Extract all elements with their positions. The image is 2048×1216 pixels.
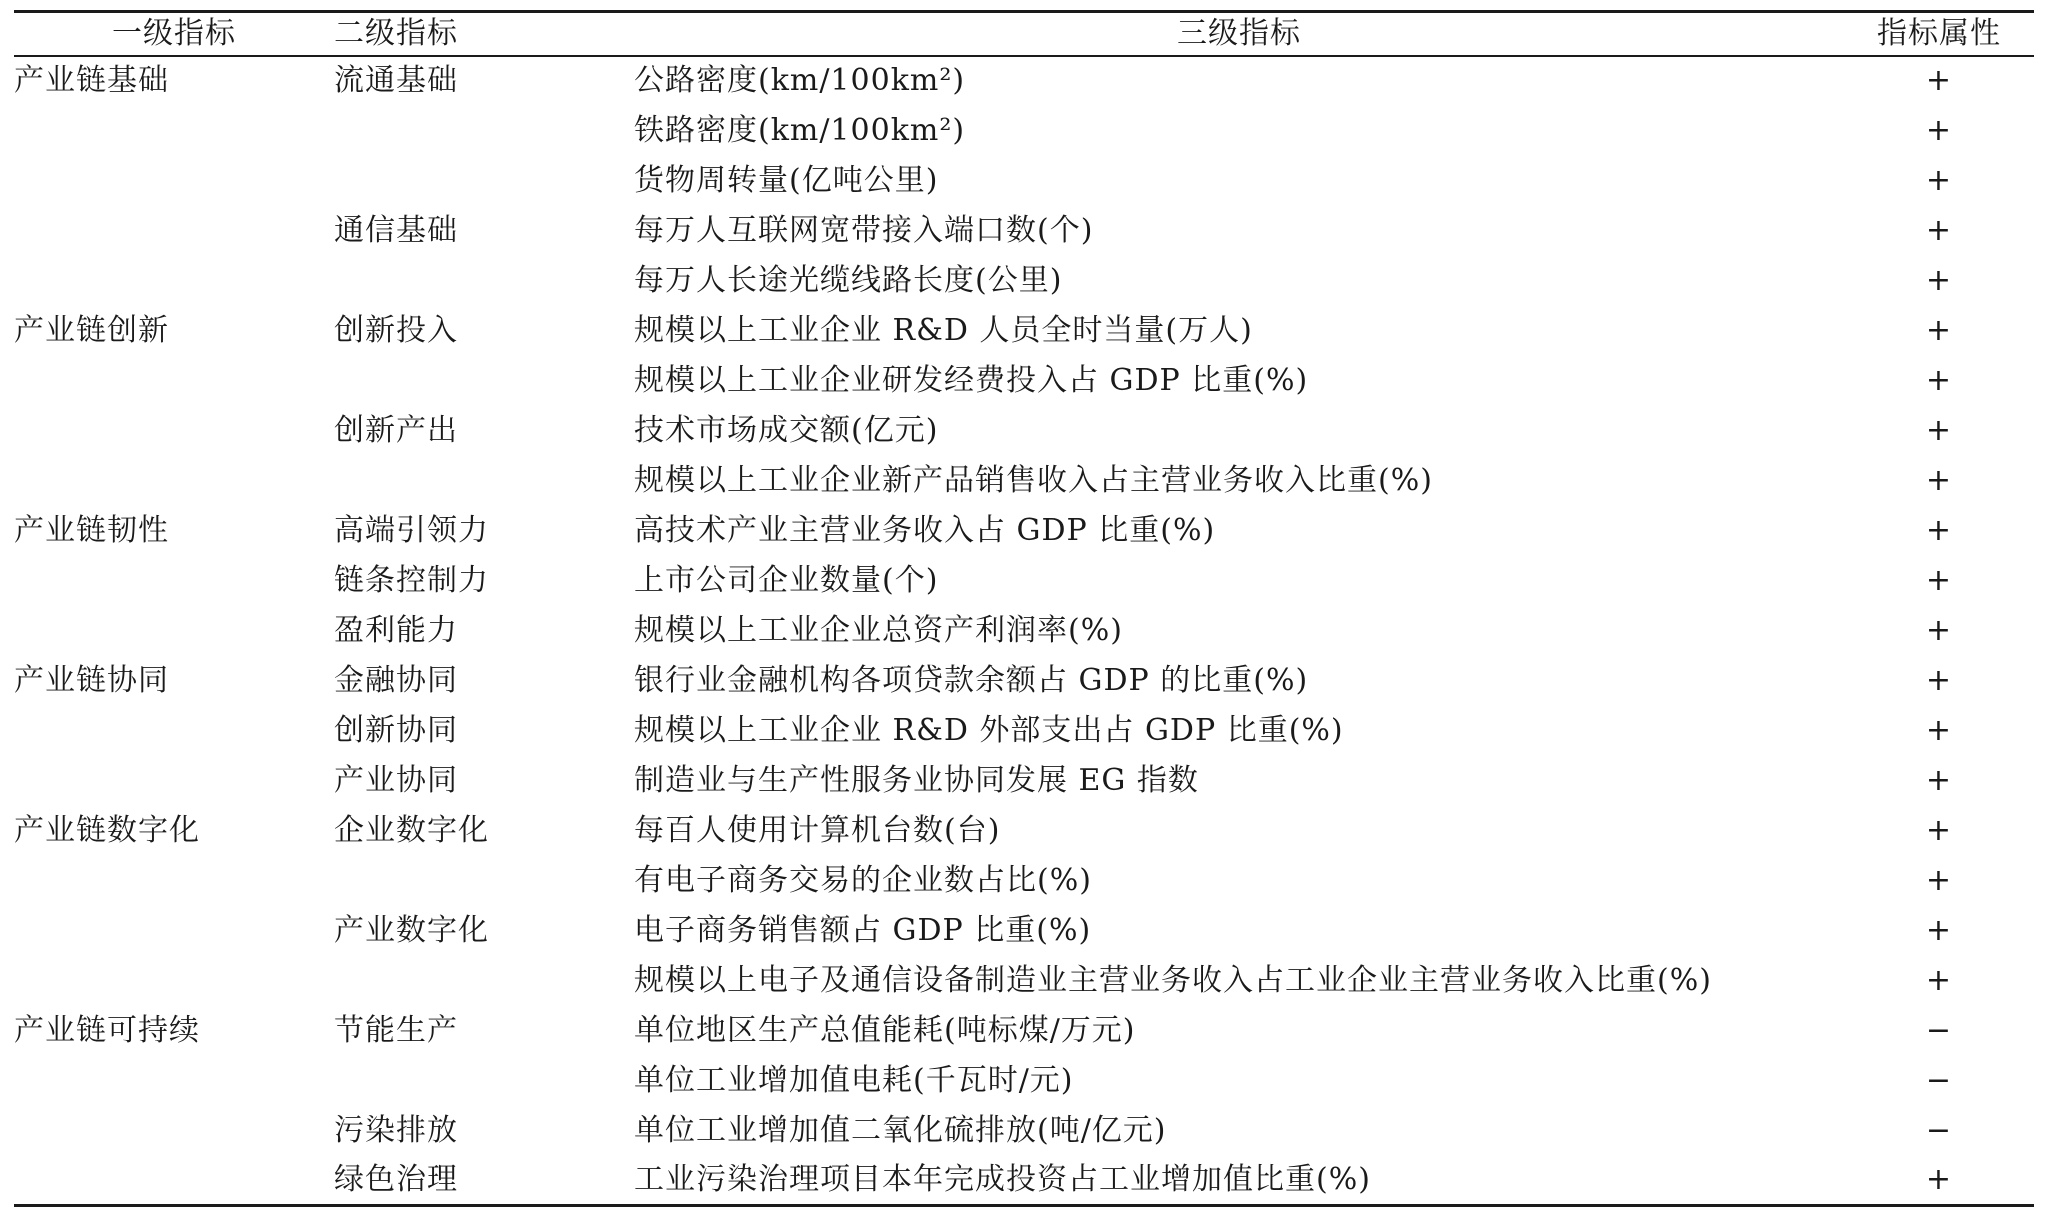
header-level2: 二级指标 bbox=[334, 12, 634, 56]
level3-cell: 规模以上工业企业新产品销售收入占主营业务收入比重(%) bbox=[634, 462, 1433, 498]
level2-cell: 产业数字化 bbox=[334, 912, 489, 948]
level1-cell: 产业链可持续 bbox=[14, 1012, 200, 1048]
level2-cell: 企业数字化 bbox=[334, 812, 489, 848]
table-row bbox=[14, 706, 2034, 756]
level1-cell bbox=[14, 756, 334, 806]
attribute-cell: + bbox=[1925, 462, 1953, 498]
table-body bbox=[14, 56, 2034, 1206]
level1-cell: 产业链基础 bbox=[14, 63, 169, 98]
level3-cell: 规模以上工业企业总资产利润率(%) bbox=[634, 612, 1123, 648]
table-row bbox=[14, 1106, 2034, 1156]
level3-cell: 规模以上工业企业研发经费投入占 GDP 比重(%) bbox=[634, 362, 1309, 398]
level1-cell bbox=[14, 356, 334, 406]
table-row bbox=[14, 656, 2034, 706]
attribute-cell: + bbox=[1925, 212, 1953, 248]
table-row bbox=[14, 306, 2034, 356]
attribute-cell: + bbox=[1925, 962, 1953, 998]
level3-cell: 高技术产业主营业务收入占 GDP 比重(%) bbox=[634, 512, 1216, 548]
level2-cell: 产业协同 bbox=[334, 762, 458, 798]
level2-cell bbox=[334, 856, 634, 906]
level2-cell: 创新协同 bbox=[334, 712, 458, 748]
level3-cell: 单位工业增加值电耗(千瓦时/元) bbox=[634, 1062, 1074, 1098]
level3-cell: 规模以上工业企业 R&D 外部支出占 GDP 比重(%) bbox=[634, 712, 1344, 748]
level3-cell: 规模以上电子及通信设备制造业主营业务收入占工业企业主营业务收入比重(%) bbox=[634, 962, 1712, 998]
level1-cell bbox=[14, 556, 334, 606]
level3-cell: 电子商务销售额占 GDP 比重(%) bbox=[634, 912, 1092, 948]
level1-cell bbox=[14, 606, 334, 656]
table-row bbox=[14, 206, 2034, 256]
attribute-cell: + bbox=[1925, 262, 1953, 298]
level1-cell bbox=[14, 706, 334, 756]
level2-cell bbox=[334, 1056, 634, 1106]
level3-cell: 公路密度(km/100km²) bbox=[634, 63, 966, 98]
level3-cell: 技术市场成交额(亿元) bbox=[634, 412, 939, 448]
table-row bbox=[14, 606, 2034, 656]
indicator-table bbox=[14, 10, 2034, 1207]
level3-cell: 货物周转量(亿吨公里) bbox=[634, 162, 939, 198]
level2-cell: 绿色治理 bbox=[334, 1156, 634, 1206]
attribute-cell: − bbox=[1925, 1012, 1953, 1048]
level2-cell: 流通基础 bbox=[334, 63, 458, 98]
attribute-cell: + bbox=[1925, 712, 1953, 748]
indicator-table-container bbox=[14, 10, 2034, 1207]
level3-cell: 制造业与生产性服务业协同发展 EG 指数 bbox=[634, 762, 1199, 798]
table-row bbox=[14, 556, 2034, 606]
level1-cell: 产业链创新 bbox=[14, 312, 169, 348]
attribute-cell: + bbox=[1925, 362, 1953, 398]
level3-cell: 银行业金融机构各项贷款余额占 GDP 的比重(%) bbox=[634, 662, 1309, 698]
table-row bbox=[14, 1006, 2034, 1056]
level1-cell bbox=[14, 256, 334, 306]
attribute-cell: + bbox=[1925, 112, 1953, 148]
attribute-cell: − bbox=[1925, 1062, 1953, 1098]
header-level3: 三级指标 bbox=[634, 12, 1844, 56]
level1-cell: 产业链协同 bbox=[14, 662, 169, 698]
table-row bbox=[14, 506, 2034, 556]
header-level1: 一级指标 bbox=[14, 12, 334, 56]
table-row bbox=[14, 406, 2034, 456]
level3-cell: 规模以上工业企业 R&D 人员全时当量(万人) bbox=[634, 312, 1253, 348]
level3-cell: 每万人长途光缆线路长度(公里) bbox=[634, 262, 1063, 298]
level3-cell: 铁路密度(km/100km²) bbox=[634, 112, 966, 148]
level2-cell: 节能生产 bbox=[334, 1012, 458, 1048]
level3-cell: 工业污染治理项目本年完成投资占工业增加值比重(%) bbox=[634, 1156, 1844, 1206]
level1-cell bbox=[14, 156, 334, 206]
attribute-cell: + bbox=[1925, 862, 1953, 898]
attribute-cell: + bbox=[1925, 162, 1953, 198]
level3-cell: 单位工业增加值二氧化硫排放(吨/亿元) bbox=[634, 1112, 1167, 1148]
level2-cell: 创新投入 bbox=[334, 312, 458, 348]
attribute-cell: + bbox=[1925, 63, 1953, 98]
table-row bbox=[14, 856, 2034, 906]
attribute-cell: + bbox=[1925, 412, 1953, 448]
level1-cell bbox=[14, 406, 334, 456]
table-row bbox=[14, 956, 2034, 1006]
level1-cell bbox=[14, 956, 334, 1006]
level1-cell bbox=[14, 906, 334, 956]
attribute-cell: + bbox=[1925, 812, 1953, 848]
header-attribute: 指标属性 bbox=[1844, 12, 2034, 56]
level1-cell bbox=[14, 456, 334, 506]
level2-cell bbox=[334, 456, 634, 506]
level2-cell bbox=[334, 956, 634, 1006]
table-row bbox=[14, 56, 2034, 106]
attribute-cell: + bbox=[1925, 312, 1953, 348]
attribute-cell: − bbox=[1925, 1112, 1953, 1148]
attribute-cell: + bbox=[1925, 562, 1953, 598]
table-row bbox=[14, 906, 2034, 956]
attribute-cell: + bbox=[1925, 662, 1953, 698]
level2-cell: 盈利能力 bbox=[334, 612, 458, 648]
level3-cell: 有电子商务交易的企业数占比(%) bbox=[634, 862, 1092, 898]
level2-cell: 高端引领力 bbox=[334, 512, 489, 548]
level1-cell bbox=[14, 1156, 334, 1206]
table-row bbox=[14, 106, 2034, 156]
table-row bbox=[14, 806, 2034, 856]
table-header bbox=[14, 12, 2034, 56]
header-row bbox=[14, 12, 2034, 56]
level1-cell: 产业链数字化 bbox=[14, 812, 200, 848]
level2-cell: 通信基础 bbox=[334, 212, 458, 248]
table-row bbox=[14, 256, 2034, 306]
table-row bbox=[14, 356, 2034, 406]
level2-cell: 金融协同 bbox=[334, 662, 458, 698]
level2-cell bbox=[334, 356, 634, 406]
level1-cell bbox=[14, 206, 334, 256]
level3-cell: 每万人互联网宽带接入端口数(个) bbox=[634, 212, 1094, 248]
attribute-cell: + bbox=[1925, 512, 1953, 548]
table-row bbox=[14, 1056, 2034, 1106]
attribute-cell: + bbox=[1925, 612, 1953, 648]
level2-cell bbox=[334, 256, 634, 306]
level2-cell: 链条控制力 bbox=[334, 562, 489, 598]
level3-cell: 每百人使用计算机台数(台) bbox=[634, 812, 1001, 848]
attribute-cell: + bbox=[1925, 912, 1953, 948]
table-row bbox=[14, 156, 2034, 206]
level1-cell: 产业链韧性 bbox=[14, 512, 169, 548]
level2-cell: 污染排放 bbox=[334, 1112, 458, 1148]
level3-cell: 单位地区生产总值能耗(吨标煤/万元) bbox=[634, 1012, 1136, 1048]
level2-cell bbox=[334, 156, 634, 206]
table-row bbox=[14, 1156, 2034, 1206]
level1-cell bbox=[14, 106, 334, 156]
table-row bbox=[14, 456, 2034, 506]
level2-cell bbox=[334, 106, 634, 156]
level1-cell bbox=[14, 1106, 334, 1156]
attribute-cell: + bbox=[1925, 762, 1953, 798]
level1-cell bbox=[14, 856, 334, 906]
level1-cell bbox=[14, 1056, 334, 1106]
table-row bbox=[14, 756, 2034, 806]
attribute-cell: + bbox=[1844, 1156, 2034, 1206]
level3-cell: 上市公司企业数量(个) bbox=[634, 562, 939, 598]
level2-cell: 创新产出 bbox=[334, 412, 458, 448]
